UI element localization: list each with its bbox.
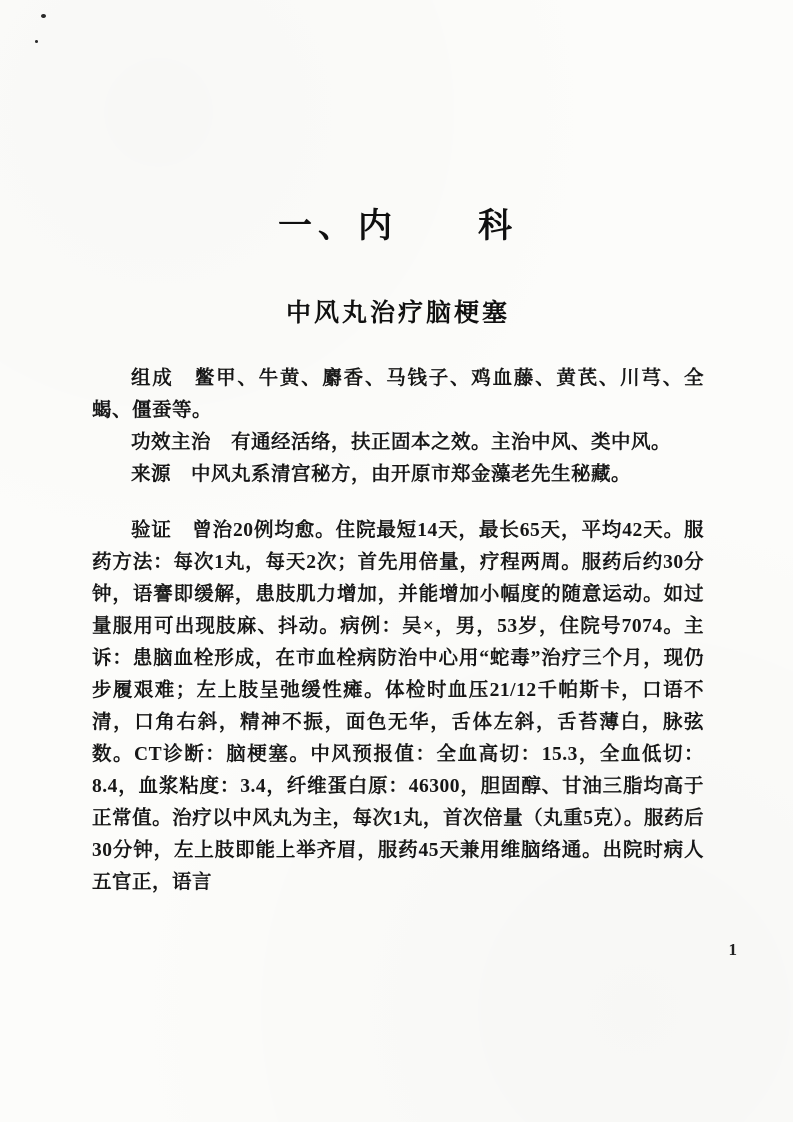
text-block: [92, 198, 704, 899]
chapter-title: 一、内 科: [278, 208, 518, 245]
scan-speck: [41, 14, 46, 18]
paragraph-composition: 组成 鳖甲、牛黄、麝香、马钱子、鸡血藤、黄芪、川芎、全蝎、僵蚕等。: [92, 368, 704, 421]
paragraph-verification: 验证 曾治20例均愈。住院最短14天，最长65天，平均42天。服药方法：每次1丸，每天2次；首先用倍量，疗程两周。服药后约30分钟，语謇即缓解，患肢肌力增加，并能增加小幅度的随意运动。如过量服用可出现肢麻、抖动。病例：吴×，男，53岁，住院号7074。主诉：患脑血栓形成，在市血栓病防治中心用“蛇毒”治疗三个月，现仍步履艰难；左上肢呈弛缓性瘫。体检时血压21/12千帕斯卡，口语不清，口角右斜，精神不振，面色无华，舌体左斜，舌苔薄白，脉弦数。CT诊断：脑梗塞。中风预报值：全血高切：15.3，全血低切：8.4，血浆粘度：3.4，纤维蛋白原：46300，胆固醇、甘油三脂均高于正常值。治疗以中风丸为主，每次1丸，首次倍量（丸重5克）。服药后30分钟，左上肢即能上举齐眉，服药45天兼用维脑络通。出院时病人五官正，语言: [92, 520, 704, 893]
page-number: 1: [728, 940, 737, 959]
section-title: 中风丸治疗脑梗塞: [285, 300, 510, 327]
paragraph-source: 来源 中风丸系清宫秘方，由开原市郑金藻老先生秘藏。: [131, 464, 632, 485]
scan-speck: [35, 40, 38, 43]
paragraph-effects-indications: 功效主治 有通经活络，扶正固本之效。主治中风、类中风。: [131, 432, 672, 453]
